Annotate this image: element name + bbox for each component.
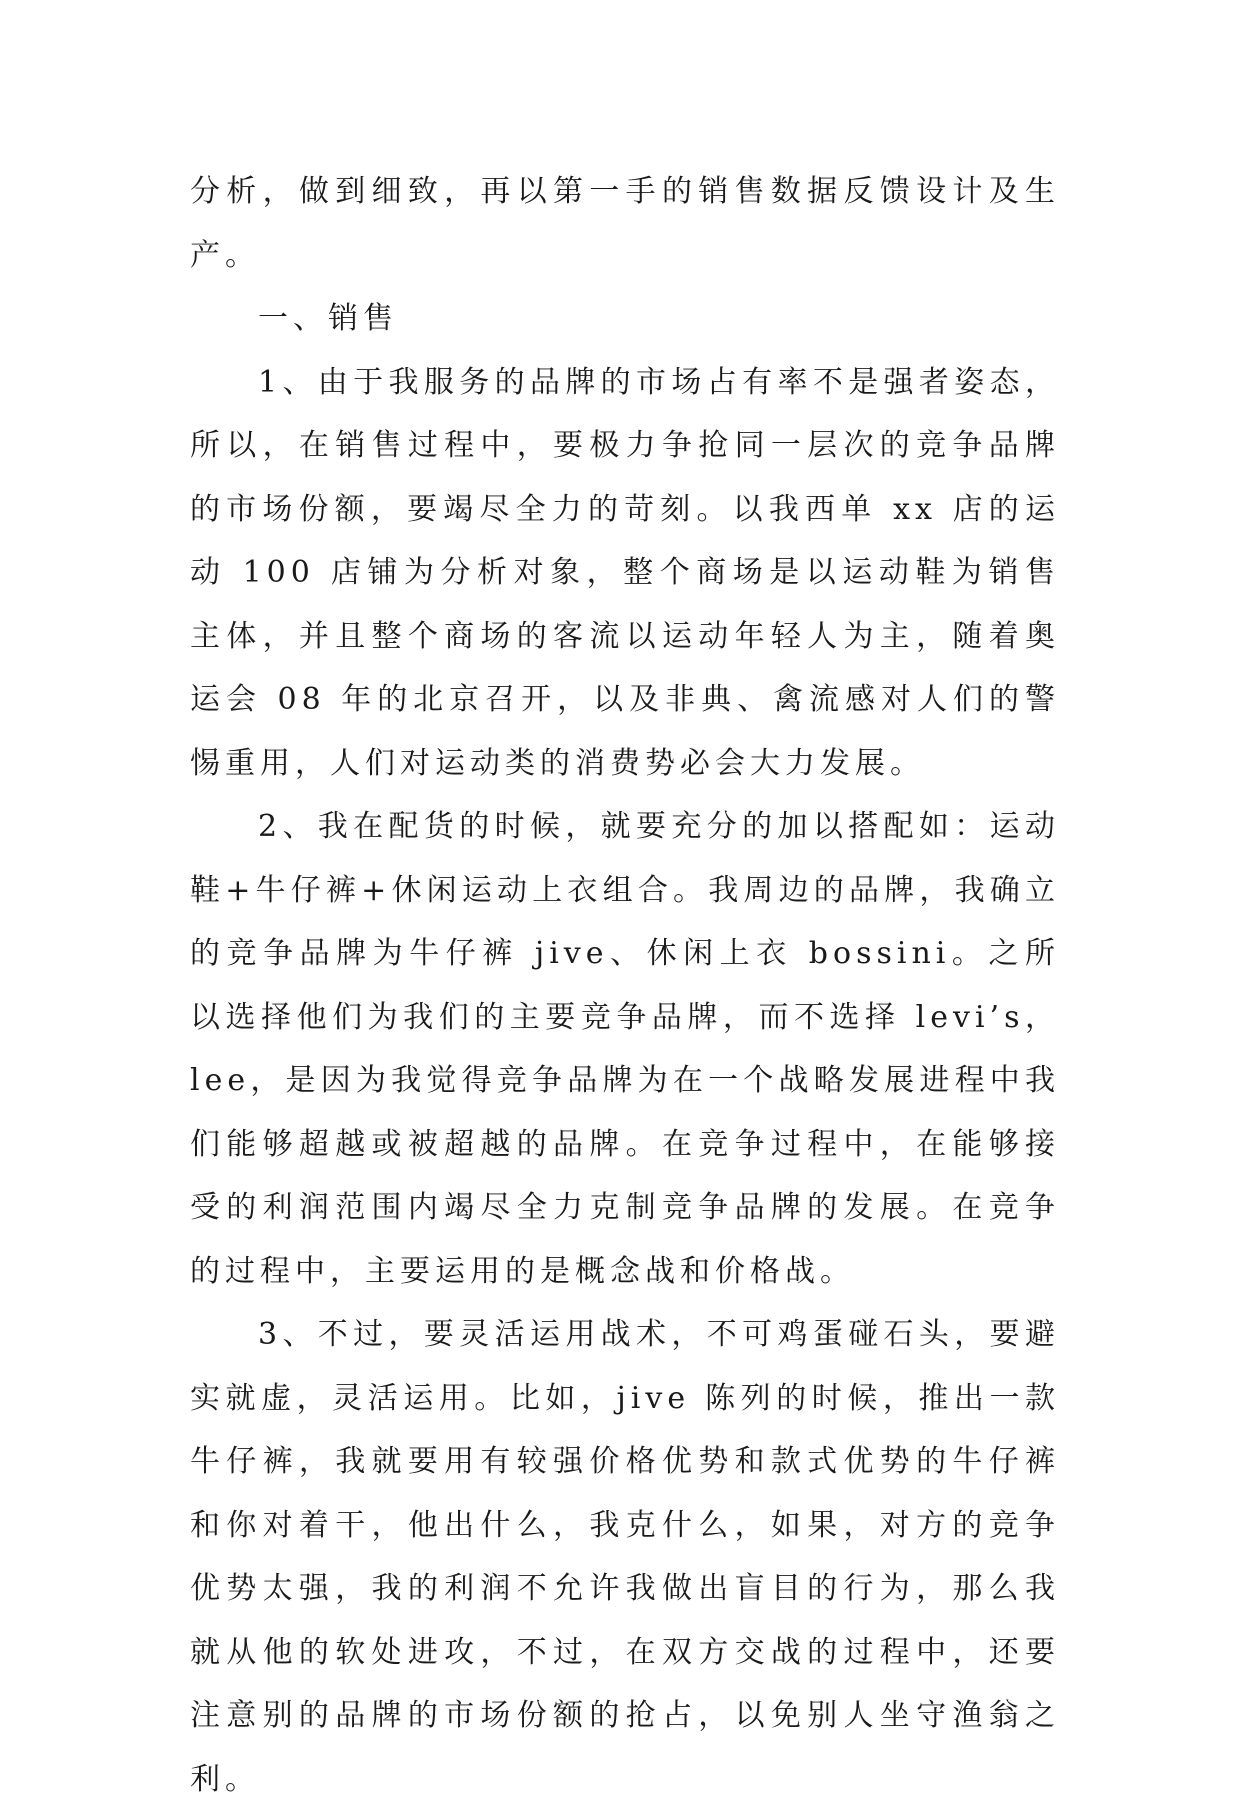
document-page [190, 160, 1060, 1811]
paragraph-point-1: 1、由于我服务的品牌的市场占有率不是强者姿态，所以，在销售过程中，要极力争抢同一层次的竞争品牌的市场份额，要竭尽全力的苛刻。以我西单 xx 店的运动 100 店铺为分析对象，整个商场是以运动鞋为销售主体，并且整个商场的客流以运动年轻人为主，随着奥运会 08 年的北京召开，以及非典、禽流感对人们的警惕重用，人们对运动类的消费势必会大力发展。 [190, 364, 1060, 781]
section-heading-sales: 一、销售 [258, 301, 398, 336]
paragraph-point-2: 2、我在配货的时候，就要充分的加以搭配如：运动鞋+牛仔裤+休闲运动上衣组合。我周边的品牌，我确立的竞争品牌为牛仔裤 jive、休闲上衣 bossini。之所以选择他们为我们的主要竞争品牌，而不选择 levi’s，lee，是因为我觉得竞争品牌为在一个战略发展进程中我们能够超越或被超越的品牌。在竞争过程中，在能够接受的利润范围内竭尽全力克制竞争品牌的发展。在竞争的过程中，主要运用的是概念战和价格战。 [190, 809, 1060, 1289]
paragraph-point-3: 3、不过，要灵活运用战术，不可鸡蛋碰石头，要避实就虚，灵活运用。比如，jive 陈列的时候，推出一款牛仔裤，我就要用有较强价格优势和款式优势的牛仔裤和你对着干，他出什么，我克什么，如果，对方的竞争优势太强，我的利润不允许我做出盲目的行为，那么我就从他的软处进攻，不过，在双方交战的过程中，还要注意别的品牌的市场份额的抢占，以免别人坐守渔翁之利。 [190, 1317, 1060, 1797]
paragraph-continued: 分析，做到细致，再以第一手的销售数据反馈设计及生产。 [190, 174, 1060, 273]
